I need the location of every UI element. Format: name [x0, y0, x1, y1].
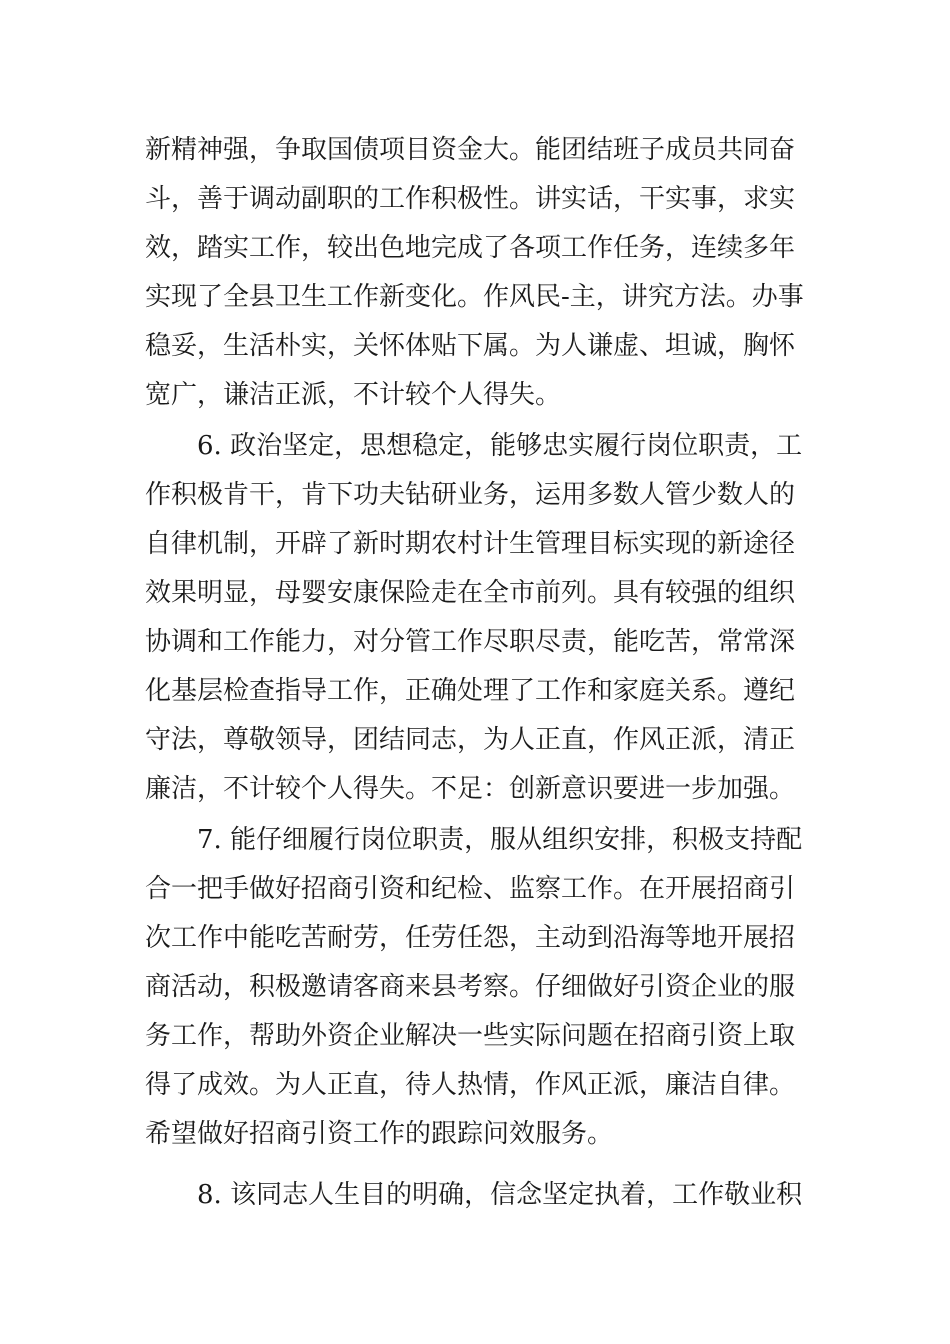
- paragraph-line: 效，踏实工作，较出色地完成了各项工作任务，连续多年: [145, 233, 796, 263]
- paragraph-line: 效果明显，母婴安康保险走在全市前列。具有较强的组织: [145, 578, 796, 608]
- paragraph-line: 协调和工作能力，对分管工作尽职尽责，能吃苦，常常深: [145, 627, 796, 657]
- paragraph-line: 守法，尊敬领导，团结同志，为人正直，作风正派，清正: [145, 725, 796, 755]
- paragraph-line: 化基层检查指导工作，正确处理了工作和家庭关系。遵纪: [145, 676, 796, 706]
- paragraph-line: 合一把手做好招商引资和纪检、监察工作。在开展招商引: [145, 874, 796, 904]
- paragraph-line: 商活动，积极邀请客商来县考察。仔细做好引资企业的服: [145, 972, 796, 1002]
- paragraph-line: 稳妥，生活朴实，关怀体贴下属。为人谦虚、坦诚，胸怀: [145, 331, 796, 361]
- paragraph-first-line: 6. 政治坚定，思想稳定，能够忠实履行岗位职责，工: [197, 431, 803, 461]
- paragraph-line: 斗，善于调动副职的工作积极性。讲实话，干实事，求实: [145, 184, 796, 214]
- paragraph-line: 务工作，帮助外资企业解决一些实际问题在招商引资上取: [145, 1021, 796, 1051]
- paragraph-line: 新精神强，争取国债项目资金大。能团结班子成员共同奋: [145, 135, 796, 165]
- paragraph-line: 作积极肯干，肯下功夫钻研业务，运用多数人管少数人的: [145, 480, 796, 510]
- paragraph-line: 廉洁，不计较个人得失。不足：创新意识要进一步加强。: [145, 774, 796, 804]
- paragraph-line: 实现了全县卫生工作新变化。作风民-主，讲究方法。办事: [145, 282, 804, 312]
- paragraph-first-line: 8. 该同志人生目的明确，信念坚定执着，工作敬业积: [197, 1180, 803, 1210]
- paragraph-line: 希望做好招商引资工作的跟踪问效服务。: [145, 1119, 614, 1149]
- paragraph-first-line: 7. 能仔细履行岗位职责，服从组织安排，积极支持配: [197, 825, 803, 855]
- paragraph-line: 宽广，谦洁正派，不计较个人得失。: [145, 380, 562, 410]
- paragraph-line: 得了成效。为人正直，待人热情，作风正派，廉洁自律。: [145, 1070, 796, 1100]
- paragraph-line: 次工作中能吃苦耐劳，任劳任怨，主动到沿海等地开展招: [145, 923, 796, 953]
- paragraph-line: 自律机制，开辟了新时期农村计生管理目标实现的新途径: [145, 529, 796, 559]
